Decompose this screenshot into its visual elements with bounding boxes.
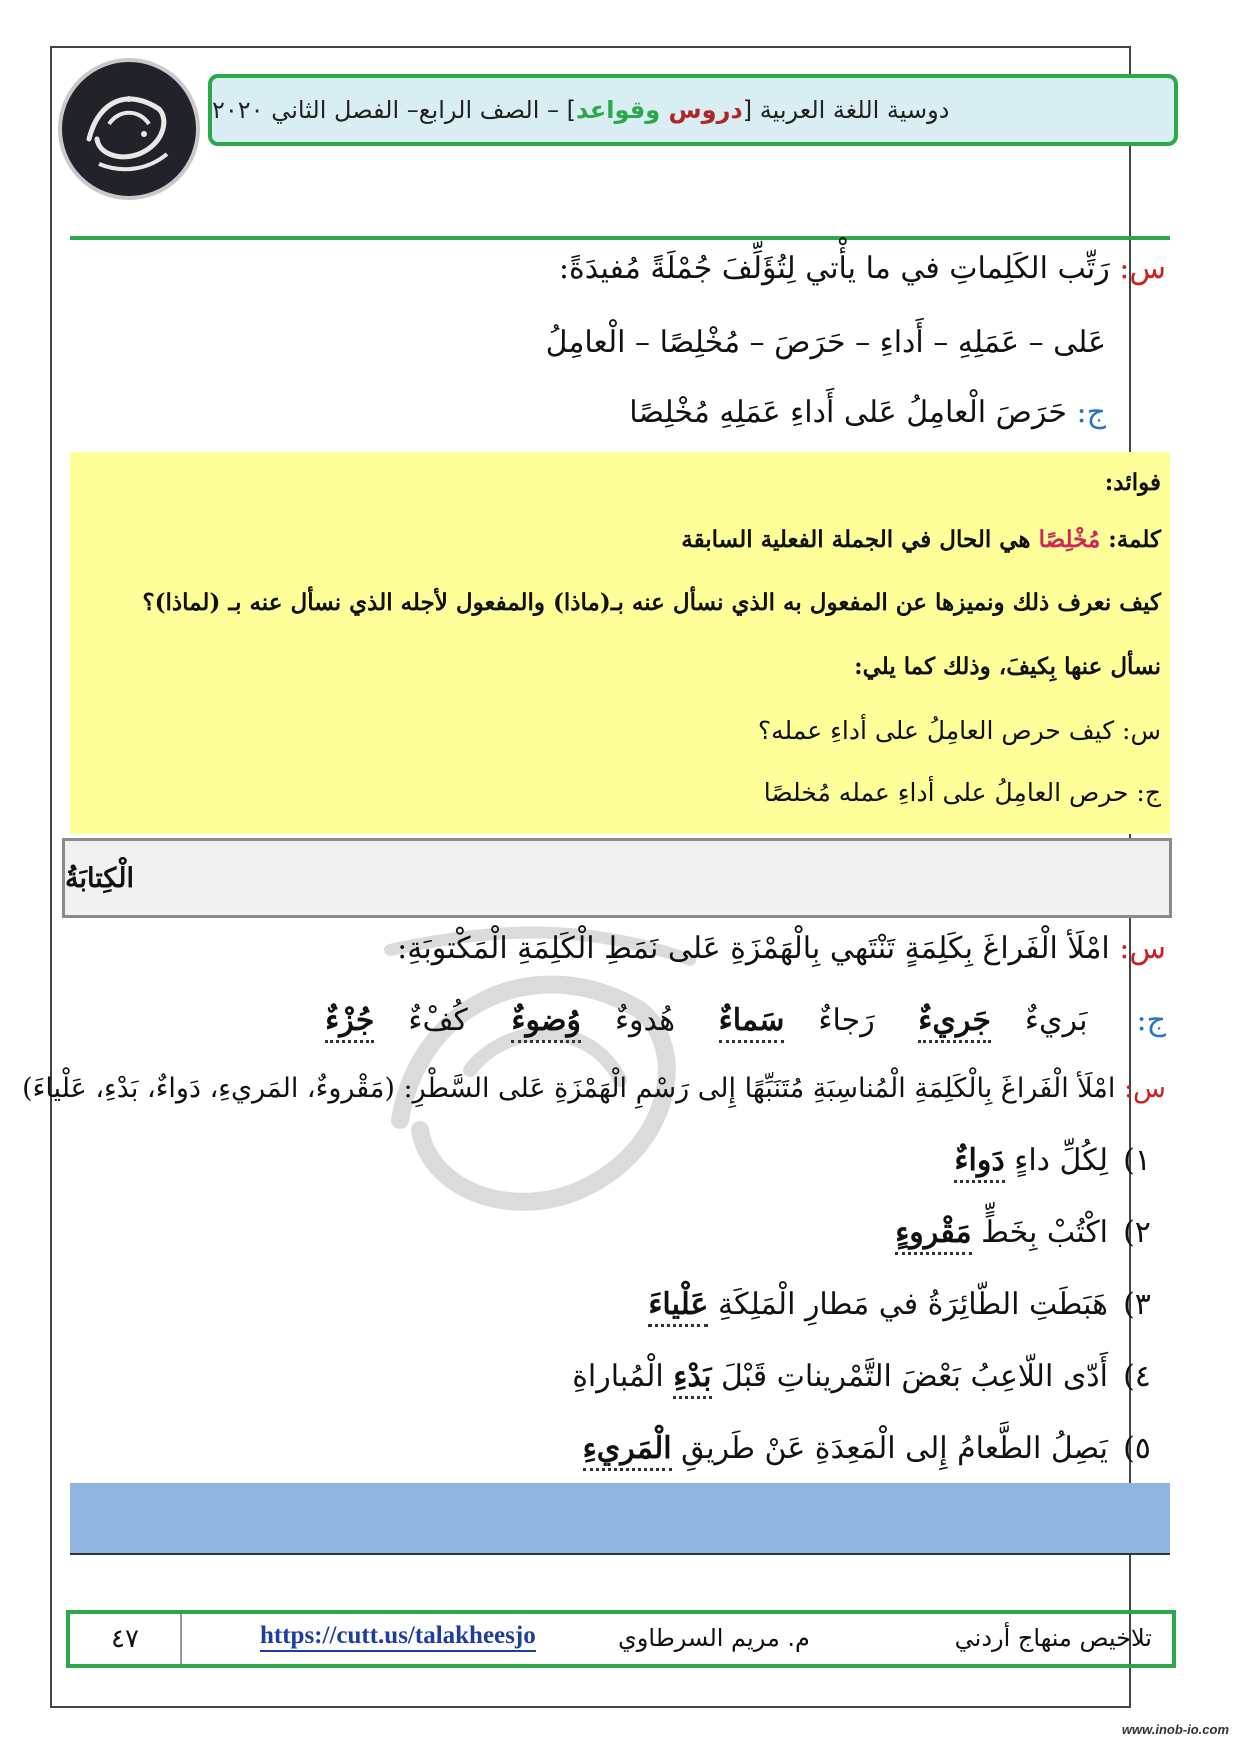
pair-answer: جَريءٌ	[918, 1003, 991, 1043]
pair-answer: جُزْءٌ	[325, 1003, 374, 1043]
site-watermark: www.inob-io.com	[1121, 1722, 1229, 1737]
list-item: ٣)هَبَطَتِ الطّائِرَةُ في مَطارِ الْمَلِكَةِ عَلْياءَ	[648, 1284, 1166, 1326]
header-title: دوسية اللغة العربية [دروس وقواعد] – الصف الرابع– الفصل الثاني ٢٠٢٠	[212, 96, 950, 124]
section-divider-bar	[70, 1483, 1170, 1555]
pair-given: رَجاءٌ	[818, 1003, 875, 1038]
notes-line-2: كيف نعرف ذلك ونميزها عن المفعول به الذي نسأل عنه بـ(ماذا) والمفعول لأجله الذي نسأل عنه بـ (لماذا)؟	[142, 589, 1161, 616]
notes-title: فوائد:	[1104, 469, 1161, 496]
pair-given: هُدوءٌ	[614, 1003, 676, 1038]
footer-brand: تلاخيص منهاج أردني	[954, 1624, 1152, 1652]
answer-2-label: ج:	[1136, 1003, 1166, 1038]
list-item: ١)لِكُلِّ داءٍ دَواءٌ	[954, 1140, 1166, 1182]
question-2: س: امْلَأ الْفَراغَ بِكَلِمَةٍ تَنْتَهي بِالْهَمْزَةِ عَلى نَمَطِ الْكَلِمَةِ الْمَكْتوبَةِ:	[397, 931, 1166, 966]
answer-2	[291, 1000, 1166, 1042]
list-item: ٢)اكْتُبْ بِخَطٍّ مَقْروءٍ	[895, 1212, 1166, 1254]
notes-line-5: ج: حرص العامِلُ على أداءِ عمله مُخلصًا	[763, 778, 1161, 807]
question-1-words: عَلى – عَمَلِهِ – أَداءِ – حَرَصَ – مُخْلِصًا – الْعامِلُ	[545, 325, 1106, 360]
section-heading-writing: الْكِتابَةُ	[62, 838, 1172, 918]
logo	[58, 58, 200, 200]
answer-1: ج: حَرَصَ الْعامِلُ عَلى أَداءِ عَمَلِهِ مُخْلِصًا	[629, 395, 1106, 430]
header-title-box	[208, 74, 1178, 146]
pair-given: كُفْءٌ	[408, 1003, 468, 1038]
list-item: ٥)يَصِلُ الطَّعامُ إِلى الْمَعِدَةِ عَنْ طَريقِ الْمَريءِ	[583, 1428, 1166, 1470]
notes-line-3: نسأل عنها بِكيفَ، وذلك كما يلي:	[854, 653, 1161, 680]
footer-author: م. مريم السرطاوي	[618, 1624, 810, 1652]
list-item: ٤)أَدّى اللّاعِبُ بَعْضَ التَّمْريناتِ قَبْلَ بَدْءِ الْمُباراةِ	[572, 1356, 1166, 1398]
footer-link[interactable]: https://cutt.us/talakheesjo	[260, 1622, 536, 1652]
question-3: س: امْلَأ الْفَراغَ بِالْكَلِمَةِ الْمُناسِبَةِ مُتَنَبِّهًا إِلى رَسْمِ الْهَمْزَةِ عَلى السَّطْرِ: (مَقْروءٌ، المَريءِ، دَواءٌ، بَدْءِ، عَلْياءَ)	[22, 1073, 1166, 1104]
footer	[66, 1610, 1176, 1668]
notes-line-4: س: كيف حرص العامِلُ على أداءِ عمله؟	[757, 716, 1161, 745]
logo-calligraphy-icon	[69, 69, 189, 189]
pair-given: بَريءٌ	[1024, 1003, 1088, 1038]
header-divider	[70, 236, 1170, 240]
pair-answer: وُضوءٌ	[511, 1003, 581, 1043]
notes-line-1: كلمة: مُخْلِصًا هي الحال في الجملة الفعلية السابقة	[681, 526, 1161, 553]
question-1: س: رَتِّب الكَلِماتِ في ما يأْتي لِتُؤَلِّفَ جُمْلَةً مُفيدَةً:	[558, 251, 1166, 286]
pair-answer: سَماءٌ	[719, 1003, 785, 1043]
page-number: ٤٧	[70, 1614, 182, 1664]
